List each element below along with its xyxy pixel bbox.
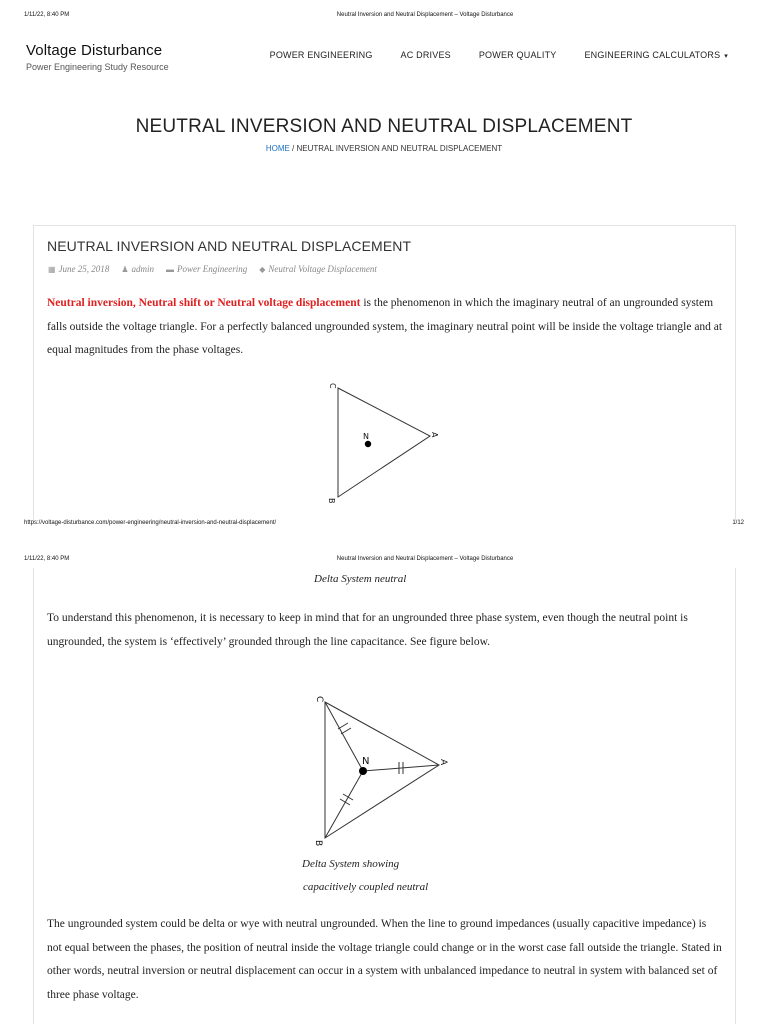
line-n-to-a [363, 765, 439, 771]
print-page-number: 1/12 [732, 520, 744, 526]
brand[interactable] [26, 42, 169, 72]
post-tag-text: Neutral Voltage Displacement [268, 264, 377, 274]
site-tagline: Power Engineering Study Resource [26, 62, 169, 72]
folder-icon: ▬ [165, 265, 174, 274]
delta-neutral-figure [321, 379, 451, 509]
post-tag[interactable] [259, 264, 377, 274]
neutral-point [365, 441, 371, 447]
article-card-continued [33, 568, 736, 1024]
site-title[interactable]: Voltage Disturbance [26, 42, 163, 59]
breadcrumb-current: NEUTRAL INVERSION AND NEUTRAL DISPLACEMENT [296, 144, 503, 153]
post-author-text: admin [131, 264, 154, 274]
figure2-caption-line2: capacitively coupled neutral [303, 881, 429, 893]
intro-paragraph [47, 292, 723, 363]
print-doc-title: Neutral Inversion and Neutral Displacement – Voltage Disturbance [336, 12, 514, 18]
print-date: 1/11/22, 8:40 PM [24, 12, 70, 18]
label-b-2: B [313, 840, 323, 847]
label-n: N [363, 432, 369, 441]
nav-item-ac-drives[interactable]: AC DRIVES [400, 50, 451, 60]
label-a-2: A [438, 759, 448, 766]
nav-item-engineering-calculators-label: ENGINEERING CALCULATORS [584, 50, 721, 60]
post-date[interactable] [48, 264, 109, 274]
print-header [0, 12, 768, 26]
capacitive-neutral-figure [309, 693, 469, 853]
ungrounded-paragraph: The ungrounded system could be delta or wye with neutral ungrounded. When the line to ground impedances (usually capacitive impedance) is not equal between the phases, the position of neutral inside the voltage triangle could change or in the worst case fall outside the triangle. Stated in other words, neutral inversion or neutral displacement can occur in a system with unbalanced impedance to neutral in system with balanced set of three phase voltage. [47, 918, 722, 1001]
figure1-caption: Delta System neutral [314, 573, 407, 585]
print-date-page2: 1/11/22, 8:40 PM [24, 556, 70, 562]
post-author[interactable] [121, 264, 154, 274]
site-header [0, 36, 768, 86]
post-title: NEUTRAL INVERSION AND NEUTRAL DISPLACEMENT [47, 238, 412, 254]
intro-text: is the phenomenon in which the imaginary neutral of an ungrounded system falls outside the voltage triangle. For a perfectly balanced ungrounded system, the imaginary neutral point will be inside the voltage triangle and at equal magnitudes from the phase voltages. [47, 297, 723, 356]
figure2-caption-line1: Delta System showing [302, 858, 400, 870]
label-c: C [328, 383, 337, 389]
tag-icon: ◆ [259, 265, 266, 274]
label-n-2: N [362, 756, 370, 767]
page-title: NEUTRAL INVERSION AND NEUTRAL DISPLACEMENT [135, 116, 633, 137]
post-category[interactable] [166, 264, 247, 274]
label-c-2: C [314, 696, 324, 703]
explanation-paragraph: To understand this phenomenon, it is necessary to keep in mind that for an ungrounded three phase system, even though the neutral point is ungrounded, the system is ‘effectively’ grounded through the line capacitance. See figure below. [47, 612, 688, 648]
user-icon: ♟ [121, 265, 129, 274]
nav-item-power-engineering[interactable]: POWER ENGINEERING [269, 50, 373, 60]
main-nav [270, 50, 728, 60]
line-n-to-b [325, 771, 363, 838]
post-date-text: June 25, 2018 [58, 264, 110, 274]
post-category-text: Power Engineering [176, 264, 248, 274]
breadcrumb-home-link[interactable]: HOME [265, 144, 290, 153]
chevron-down-icon: ▾ [724, 53, 728, 60]
nav-item-engineering-calculators[interactable] [584, 50, 728, 60]
voltage-triangle [338, 388, 430, 497]
print-url: https://voltage-disturbance.com/power-engineering/neutral-inversion-and-neutral-displacement/ [24, 520, 277, 526]
article-card [33, 225, 736, 521]
breadcrumb-separator: / [289, 144, 297, 153]
calendar-icon: ▦ [48, 265, 56, 274]
label-b: B [327, 498, 336, 504]
print-doc-title-page2: Neutral Inversion and Neutral Displacement – Voltage Disturbance [336, 556, 514, 562]
label-a: A [430, 432, 439, 438]
nav-item-power-quality[interactable]: POWER QUALITY [478, 50, 557, 60]
neutral-point-2 [359, 767, 367, 775]
intro-highlight: Neutral inversion, Neutral shift or Neutral voltage displacement [47, 297, 361, 309]
breadcrumb [0, 144, 768, 153]
post-meta [48, 264, 377, 274]
